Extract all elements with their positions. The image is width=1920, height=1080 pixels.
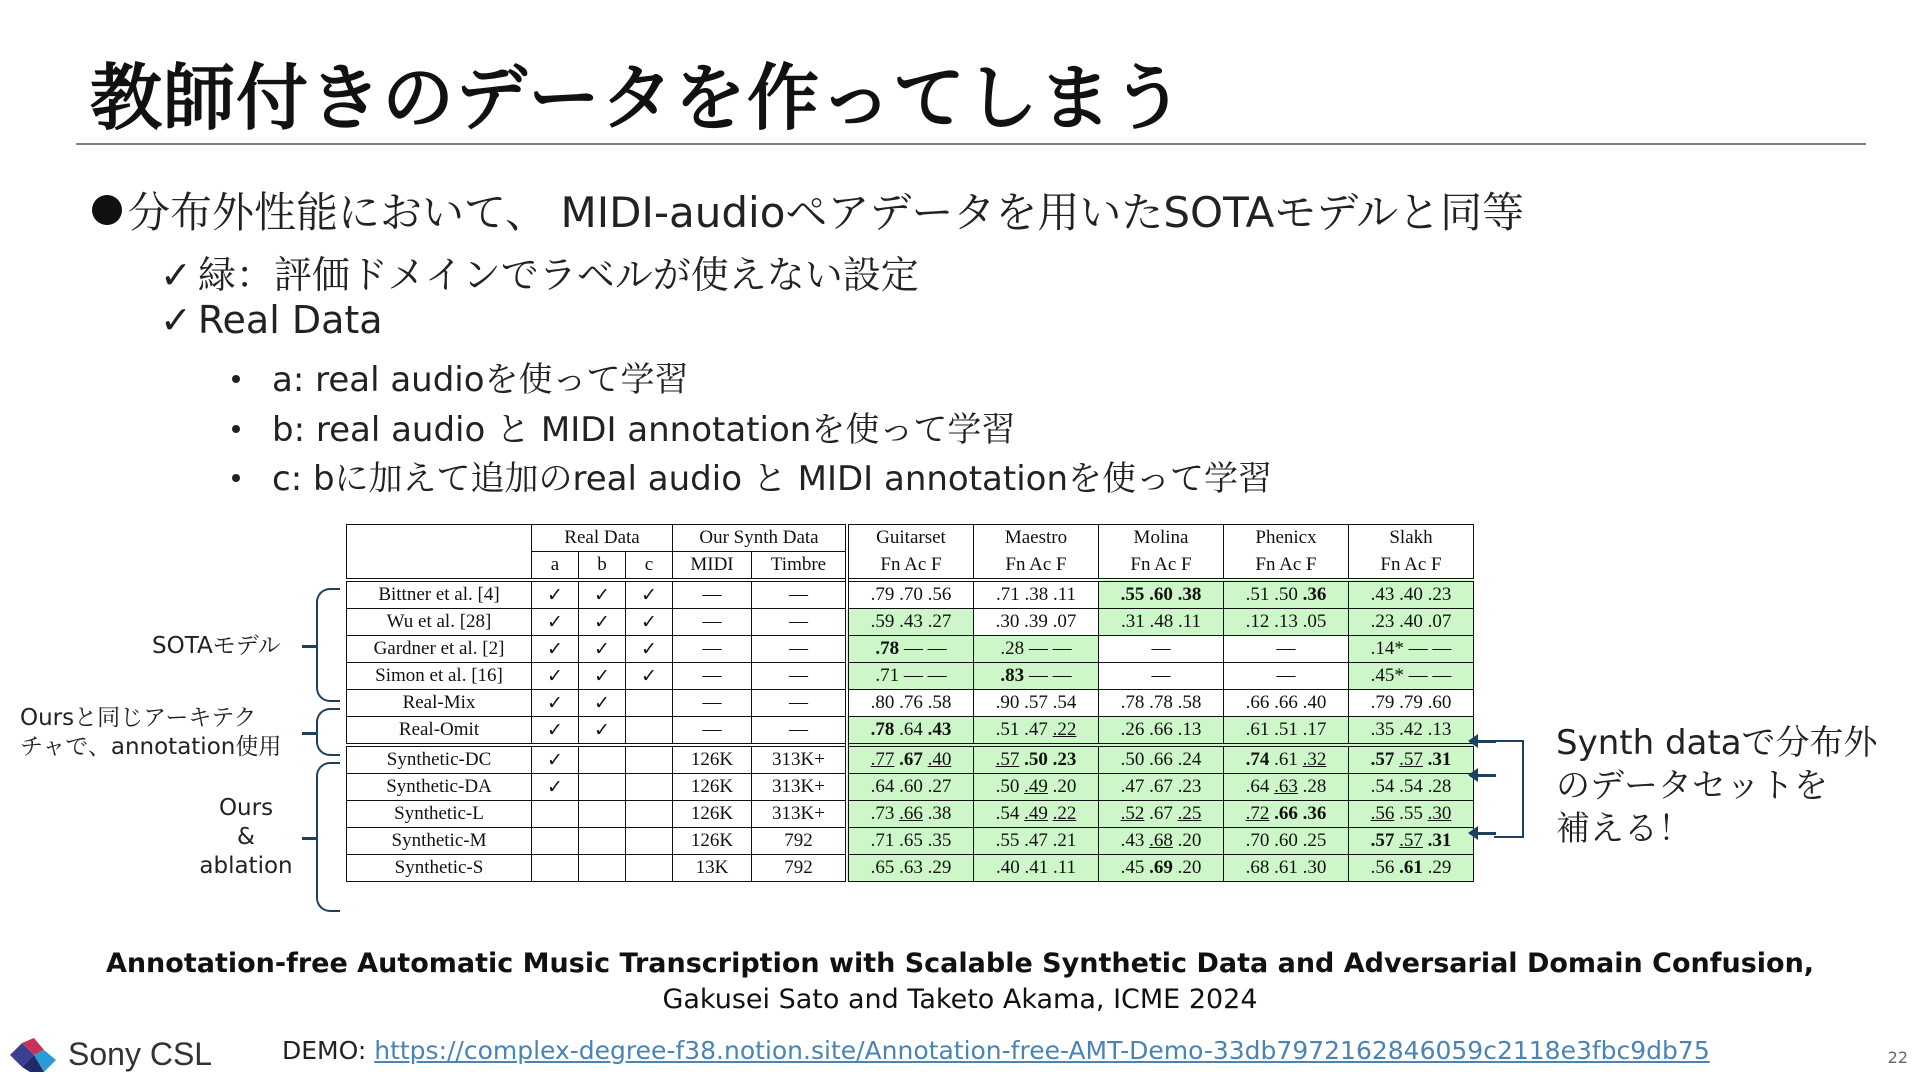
result-value: .63 <box>1274 776 1298 797</box>
midi-cell: — <box>673 609 752 636</box>
result-cell: .30 .39 .07 <box>974 609 1099 636</box>
title-divider <box>76 143 1866 145</box>
table-row <box>347 663 1474 690</box>
header-empty <box>347 552 532 581</box>
check-cell-c <box>626 745 673 774</box>
check-cell-a: ✓ <box>532 690 579 717</box>
method-cell: Synthetic-M <box>347 828 532 855</box>
result-value: .36 <box>1302 803 1327 824</box>
result-value: .49 <box>1024 803 1048 824</box>
result-cell: .14* — — <box>1349 636 1474 663</box>
sub-bullet-a <box>232 352 689 401</box>
result-cell: .90 .57 .54 <box>974 690 1099 717</box>
result-cell <box>1349 828 1474 855</box>
result-cell <box>1349 745 1474 774</box>
result-value: .38 <box>1177 584 1202 605</box>
check-item-real-data <box>160 298 383 342</box>
check-cell-b: ✓ <box>579 690 626 717</box>
label-ours-amp: & <box>237 824 255 850</box>
midi-cell: 126K <box>673 828 752 855</box>
result-value: .68 <box>1149 830 1173 851</box>
result-cell: .79 .70 .56 <box>847 580 974 609</box>
result-value: .60 <box>1149 584 1173 605</box>
check-cell-a <box>532 855 579 882</box>
result-value: .45 <box>1120 857 1145 878</box>
check-mark-icon: ✓ <box>160 253 192 297</box>
method-cell: Simon et al. [16] <box>347 663 532 690</box>
result-cell: .59 .43 .27 <box>847 609 974 636</box>
brace-same-arch <box>316 708 340 756</box>
header-dataset: Molina <box>1099 525 1224 552</box>
demo-line <box>282 1036 1710 1065</box>
synth-note <box>1556 722 1878 851</box>
result-value: .69 <box>1149 857 1173 878</box>
result-cell <box>1349 855 1474 882</box>
result-cell: .64 .60 .27 <box>847 774 974 801</box>
method-cell: Synthetic-S <box>347 855 532 882</box>
result-value: .30 <box>1427 803 1452 824</box>
result-value: .52 <box>1120 803 1145 824</box>
check-cell-b: ✓ <box>579 636 626 663</box>
result-value: .72 <box>1245 803 1270 824</box>
header-metrics: Fn Ac F <box>1224 552 1349 581</box>
result-value: .43 <box>1120 830 1145 851</box>
result-value: .61 <box>1274 749 1298 770</box>
check-cell-a: ✓ <box>532 745 579 774</box>
result-cell: .28 — — <box>974 636 1099 663</box>
header-empty <box>347 525 532 552</box>
result-cell <box>1224 580 1349 609</box>
result-cell <box>847 717 974 746</box>
result-cell: .65 .63 .29 <box>847 855 974 882</box>
result-value: .77 <box>870 749 895 770</box>
check-cell-a: ✓ <box>532 774 579 801</box>
label-ours: Ours <box>218 795 274 821</box>
table-row <box>347 580 1474 609</box>
result-cell: — <box>1224 636 1349 663</box>
check-cell-c: ✓ <box>626 580 673 609</box>
header-c: c <box>626 552 673 581</box>
result-cell: .70 .60 .25 <box>1224 828 1349 855</box>
table-row <box>347 745 1474 774</box>
timbre-cell: — <box>752 717 848 746</box>
result-cell: — <box>1099 663 1224 690</box>
header-dataset: Slakh <box>1349 525 1474 552</box>
result-value: .57 <box>1370 749 1395 770</box>
method-cell: Synthetic-DA <box>347 774 532 801</box>
result-value: .67 <box>1149 803 1173 824</box>
label-ablation: ablation <box>199 853 293 879</box>
check-cell-c <box>626 801 673 828</box>
midi-cell: 126K <box>673 745 752 774</box>
result-cell: .26 .66 .13 <box>1099 717 1224 746</box>
result-value: .22 <box>1052 719 1077 740</box>
page-number: 22 <box>1887 1048 1908 1067</box>
timbre-cell: 792 <box>752 828 848 855</box>
method-cell: Gardner et al. [2] <box>347 636 532 663</box>
check-cell-b <box>579 828 626 855</box>
result-value: — <box>1028 665 1048 686</box>
result-value: .61 <box>1399 857 1423 878</box>
result-value: .56 <box>1370 803 1395 824</box>
result-cell <box>847 745 974 774</box>
result-value: .50 <box>1274 584 1298 605</box>
check-cell-c: ✓ <box>626 663 673 690</box>
midi-cell: — <box>673 636 752 663</box>
check-cell-c <box>626 690 673 717</box>
check-cell-b <box>579 801 626 828</box>
logo-text: Sony CSL <box>68 1036 213 1072</box>
check-cell-c <box>626 855 673 882</box>
method-cell: Real-Mix <box>347 690 532 717</box>
check-cell-b: ✓ <box>579 717 626 746</box>
midi-cell: 13K <box>673 855 752 882</box>
result-value: .57 <box>995 749 1020 770</box>
result-cell <box>1349 801 1474 828</box>
result-cell <box>1099 801 1224 828</box>
citation-authors: Gakusei Sato and Taketo Akama, ICME 2024 <box>662 984 1258 1015</box>
brace-sota <box>316 588 340 702</box>
label-sota: SOTAモデル <box>152 633 281 659</box>
result-cell <box>1099 580 1224 609</box>
timbre-cell: 313K+ <box>752 801 848 828</box>
main-bullet <box>92 180 1524 240</box>
sony-csl-logo-icon <box>10 1038 56 1072</box>
result-cell: .40 .41 .11 <box>974 855 1099 882</box>
result-value: .51 <box>1245 584 1270 605</box>
sub-bullet-c-text: c: bに加えて追加のreal audio と MIDI annotationを使って学習 <box>272 459 1273 499</box>
result-cell <box>1224 745 1349 774</box>
check-cell-c <box>626 717 673 746</box>
timbre-cell: — <box>752 636 848 663</box>
result-value: .25 <box>1177 803 1202 824</box>
result-value: .64 <box>1245 776 1270 797</box>
check-cell-a <box>532 801 579 828</box>
method-cell: Bittner et al. [4] <box>347 580 532 609</box>
result-value: .36 <box>1302 584 1327 605</box>
check-cell-b: ✓ <box>579 580 626 609</box>
bullet-dot-icon <box>232 474 240 482</box>
bullet-dot-icon <box>232 375 240 383</box>
result-value: .38 <box>927 803 952 824</box>
result-cell: .31 .48 .11 <box>1099 609 1224 636</box>
header-real-data: Real Data <box>532 525 673 552</box>
result-value: .57 <box>1370 830 1395 851</box>
result-value: — <box>903 638 923 659</box>
result-cell: .12 .13 .05 <box>1224 609 1349 636</box>
check-cell-c: ✓ <box>626 636 673 663</box>
timbre-cell: — <box>752 609 848 636</box>
result-cell <box>1224 801 1349 828</box>
method-cell: Synthetic-L <box>347 801 532 828</box>
header-metrics: Fn Ac F <box>1099 552 1224 581</box>
sub-bullet-b-text: b: real audio と MIDI annotationを使って学習 <box>272 410 1016 450</box>
check-cell-c <box>626 774 673 801</box>
result-value: .57 <box>1399 749 1423 770</box>
result-value: .49 <box>1024 776 1048 797</box>
result-value: .74 <box>1245 749 1270 770</box>
result-value: .51 <box>995 719 1020 740</box>
check-cell-b <box>579 745 626 774</box>
result-cell: .23 .40 .07 <box>1349 609 1474 636</box>
main-bullet-text: 分布外性能において、 MIDI-audioペアデータを用いたSOTAモデルと同等 <box>128 188 1525 237</box>
result-cell: .61 .51 .17 <box>1224 717 1349 746</box>
synth-note-line: のデータセットを <box>1556 766 1828 806</box>
midi-cell: — <box>673 690 752 717</box>
citation-title: Annotation-free Automatic Music Transcription with Scalable Synthetic Data and Adversarial Domain Confusion, <box>105 948 1815 979</box>
result-cell: .47 .67 .23 <box>1099 774 1224 801</box>
result-cell: .54 .54 .28 <box>1349 774 1474 801</box>
result-value: .78 <box>875 638 900 659</box>
demo-label: DEMO: <box>282 1036 375 1065</box>
method-cell: Wu et al. [28] <box>347 609 532 636</box>
table-header-row-1 <box>347 525 1474 552</box>
result-value: .40 <box>927 749 952 770</box>
result-cell <box>847 801 974 828</box>
timbre-cell: — <box>752 580 848 609</box>
timbre-cell: 792 <box>752 855 848 882</box>
midi-cell: 126K <box>673 801 752 828</box>
arrow-left-icon <box>1470 740 1496 743</box>
result-cell <box>974 717 1099 746</box>
method-cell: Real-Omit <box>347 717 532 746</box>
result-cell <box>1099 828 1224 855</box>
bullet-dot-icon <box>232 425 240 433</box>
result-cell: .71 — — <box>847 663 974 690</box>
midi-cell: — <box>673 580 752 609</box>
result-cell <box>974 774 1099 801</box>
result-value: .57 <box>1399 830 1423 851</box>
results-table <box>346 524 1474 882</box>
result-cell <box>1224 774 1349 801</box>
result-value: .56 <box>1370 857 1395 878</box>
table-row <box>347 855 1474 882</box>
result-value: .31 <box>1427 749 1452 770</box>
result-cell: — <box>1224 663 1349 690</box>
header-a: a <box>532 552 579 581</box>
check-cell-a: ✓ <box>532 636 579 663</box>
result-cell <box>974 663 1099 690</box>
check-cell-a: ✓ <box>532 609 579 636</box>
header-timbre: Timbre <box>752 552 848 581</box>
result-cell: .43 .40 .23 <box>1349 580 1474 609</box>
check-cell-a: ✓ <box>532 580 579 609</box>
result-value: .50 <box>995 776 1020 797</box>
check-cell-a: ✓ <box>532 663 579 690</box>
result-value: .78 <box>870 719 895 740</box>
result-value: .67 <box>899 749 923 770</box>
check-cell-b: ✓ <box>579 609 626 636</box>
check-item-green-text: 緑：評価ドメインでラベルが使えない設定 <box>197 253 919 297</box>
check-cell-a <box>532 828 579 855</box>
header-metrics: Fn Ac F <box>974 552 1099 581</box>
result-value: .23 <box>1052 749 1077 770</box>
timbre-cell: 313K+ <box>752 774 848 801</box>
table-row <box>347 774 1474 801</box>
header-midi: MIDI <box>673 552 752 581</box>
result-cell: — <box>1099 636 1224 663</box>
result-value: .31 <box>1427 830 1452 851</box>
midi-cell: 126K <box>673 774 752 801</box>
header-synth-data: Our Synth Data <box>673 525 848 552</box>
result-value: .64 <box>899 719 923 740</box>
timbre-cell: — <box>752 663 848 690</box>
label-same-arch-1: Oursと同じアーキテク <box>20 705 257 731</box>
check-item-real-data-text: Real Data <box>197 298 383 342</box>
header-dataset: Phenicx <box>1224 525 1349 552</box>
result-value: .20 <box>1177 857 1202 878</box>
result-cell: .71 .65 .35 <box>847 828 974 855</box>
table-row <box>347 828 1474 855</box>
synth-note-line: 補える！ <box>1556 809 1692 849</box>
result-value: .55 <box>1399 803 1423 824</box>
table-row <box>347 690 1474 717</box>
check-cell-c <box>626 828 673 855</box>
header-b: b <box>579 552 626 581</box>
midi-cell: — <box>673 717 752 746</box>
label-same-arch-2: チャで、annotation使用 <box>20 734 282 760</box>
result-cell <box>1099 855 1224 882</box>
check-item-green <box>160 244 919 299</box>
bullet-dot-icon <box>92 195 122 225</box>
arrow-left-icon <box>1470 832 1496 835</box>
result-value: — <box>1052 665 1072 686</box>
check-cell-a: ✓ <box>532 717 579 746</box>
header-dataset: Guitarset <box>847 525 974 552</box>
sony-csl-logo <box>10 1036 212 1073</box>
check-cell-b <box>579 855 626 882</box>
sub-bullet-a-text: a: real audioを使って学習 <box>272 360 689 400</box>
result-value: .83 <box>1000 665 1025 686</box>
midi-cell: — <box>673 663 752 690</box>
header-metrics: Fn Ac F <box>1349 552 1474 581</box>
timbre-cell: — <box>752 690 848 717</box>
result-value: .22 <box>1052 803 1077 824</box>
result-cell: .66 .66 .40 <box>1224 690 1349 717</box>
slide-title: 教師付きのデータを作ってしまう <box>90 56 1186 140</box>
table-row <box>347 801 1474 828</box>
result-value: .43 <box>927 719 952 740</box>
table-row <box>347 609 1474 636</box>
check-cell-b <box>579 774 626 801</box>
result-cell <box>974 745 1099 774</box>
check-cell-c: ✓ <box>626 609 673 636</box>
sub-bullet-b <box>232 402 1015 451</box>
result-value: .66 <box>1274 803 1298 824</box>
result-cell: .68 .61 .30 <box>1224 855 1349 882</box>
header-dataset: Maestro <box>974 525 1099 552</box>
result-value: .20 <box>1177 830 1202 851</box>
table-row <box>347 717 1474 746</box>
sub-bullet-c <box>232 451 1272 500</box>
demo-link[interactable]: https://complex-degree-f38.notion.site/Annotation-free-AMT-Demo-33db7972162846059c2118e3fbc9db75 <box>374 1036 1710 1065</box>
result-value: .73 <box>870 803 895 824</box>
header-metrics: Fn Ac F <box>847 552 974 581</box>
result-cell: .80 .76 .58 <box>847 690 974 717</box>
result-value: .29 <box>1427 857 1452 878</box>
result-cell: .45* — — <box>1349 663 1474 690</box>
result-value: — <box>927 638 947 659</box>
check-mark-icon: ✓ <box>160 298 192 342</box>
result-cell: .55 .47 .21 <box>974 828 1099 855</box>
brace-ours <box>316 762 340 912</box>
synth-note-line: Synth dataで分布外 <box>1556 723 1878 763</box>
result-cell: .50 .66 .24 <box>1099 745 1224 774</box>
result-cell: .79 .79 .60 <box>1349 690 1474 717</box>
result-value: .66 <box>899 803 923 824</box>
result-value: .50 <box>1024 749 1048 770</box>
result-cell <box>847 636 974 663</box>
table-header-row-2 <box>347 552 1474 581</box>
timbre-cell: 313K+ <box>752 745 848 774</box>
method-cell: Synthetic-DC <box>347 745 532 774</box>
result-cell <box>974 801 1099 828</box>
arrow-left-icon <box>1470 774 1496 777</box>
right-bracket <box>1494 740 1524 838</box>
result-value: .32 <box>1302 749 1327 770</box>
result-cell: .35 .42 .13 <box>1349 717 1474 746</box>
result-value: .55 <box>1120 584 1145 605</box>
check-cell-b: ✓ <box>579 663 626 690</box>
result-cell: .71 .38 .11 <box>974 580 1099 609</box>
result-value: .28 <box>1302 776 1327 797</box>
result-value: .54 <box>995 803 1020 824</box>
table-row <box>347 636 1474 663</box>
result-value: .47 <box>1024 719 1048 740</box>
result-cell: .78 .78 .58 <box>1099 690 1224 717</box>
result-value: .20 <box>1052 776 1077 797</box>
